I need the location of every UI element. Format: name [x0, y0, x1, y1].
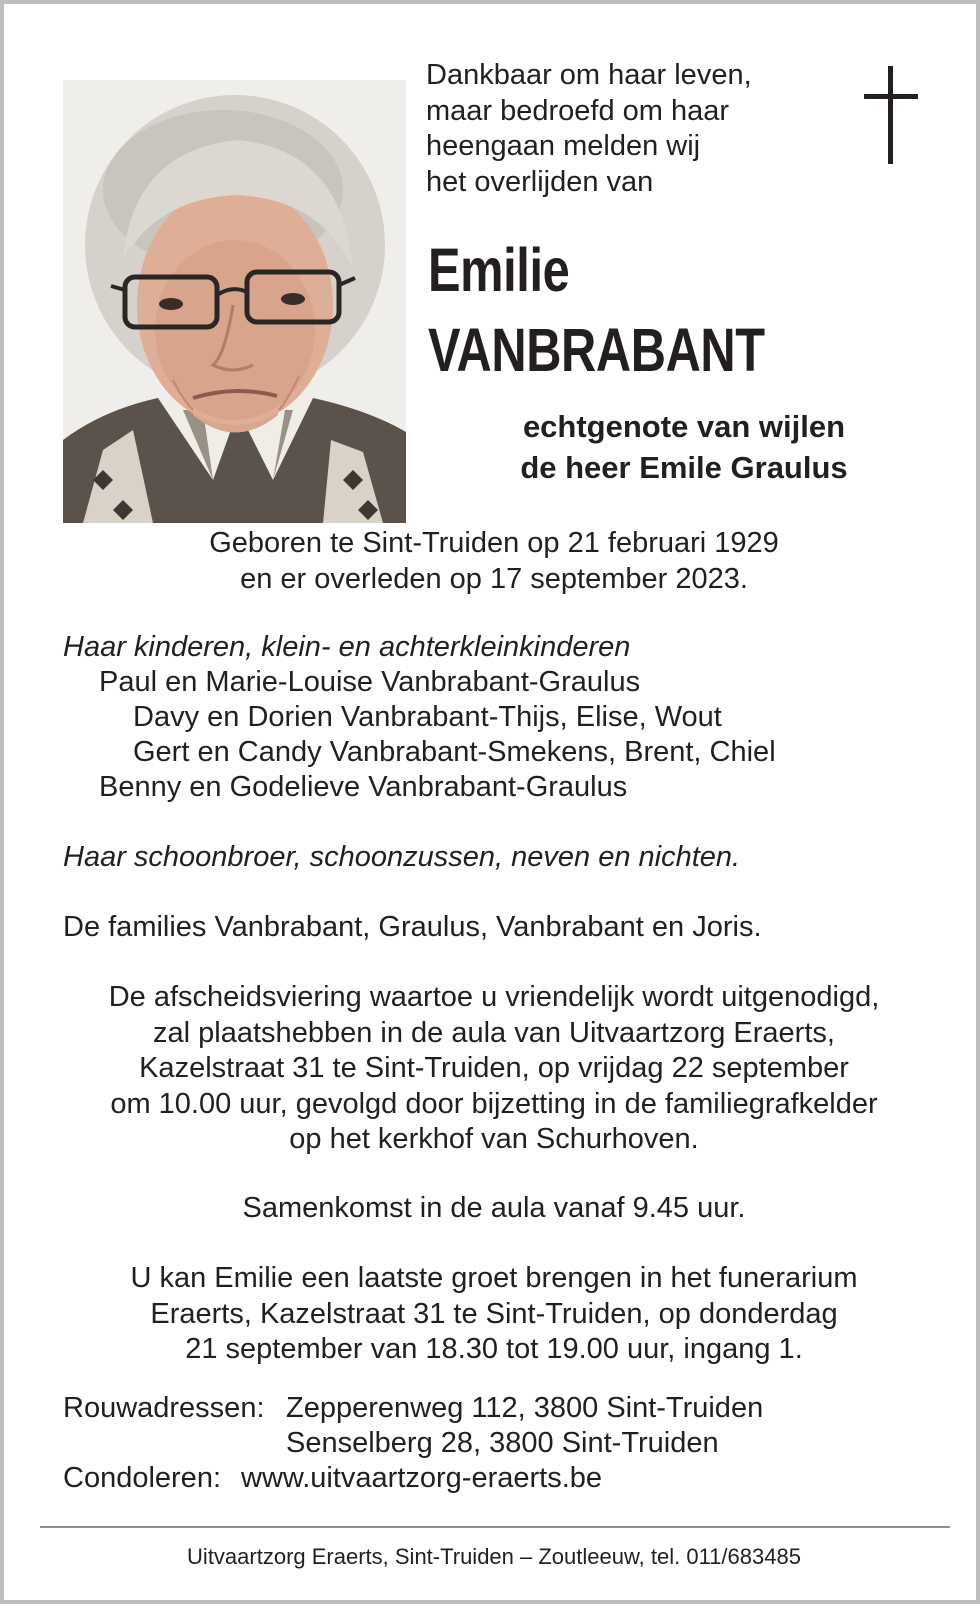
footer-text: Uitvaartzorg Eraerts, Sint-Truiden – Zoutleeuw, tel. 011/683485 — [187, 1544, 801, 1569]
ceremony-line-5: op het kerkhof van Schurhoven. — [289, 1123, 699, 1155]
ceremony-line-4: om 10.00 uur, gevolgd door bijzetting in de familiegrafkelder — [110, 1087, 878, 1120]
intro-line-3: heengaan melden wij — [426, 130, 701, 162]
families-line: De families Vanbrabant, Graulus, Vanbrabant en Joris. — [63, 911, 762, 943]
visitation-line-1: U kan Emilie een laatste groet brengen in het funerarium — [130, 1262, 858, 1294]
deceased-first-name: Emilie — [428, 236, 570, 304]
ceremony-info — [34, 980, 954, 1158]
addresses-label: Rouwadressen: — [63, 1392, 265, 1424]
ceremony-line-2: zal plaatshebben in de aula van Uitvaartzorg Eraerts, — [153, 1016, 835, 1049]
family-member: Benny en Godelieve Vanbrabant-Graulus — [99, 771, 628, 803]
birth-death-info — [4, 526, 980, 597]
visitation-line-3: 21 september van 18.30 tot 19.00 uur, ingang 1. — [185, 1333, 803, 1365]
ceremony-line-1: De afscheidsviering waartoe u vriendelijk wordt uitgenodigd, — [108, 981, 880, 1013]
address-1: Zepperenweg 112, 3800 Sint-Truiden — [286, 1392, 764, 1424]
gathering-line: Samenkomst in de aula vanaf 9.45 uur. — [242, 1192, 746, 1224]
visitation-info — [34, 1261, 954, 1368]
family-member: Gert en Candy Vanbrabant-Smekens, Brent, Chiel — [133, 736, 776, 768]
death-line: en er overleden op 17 september 2023. — [240, 562, 748, 595]
visitation-line-2: Eraerts, Kazelstraat 31 te Sint-Truiden, op donderdag — [150, 1297, 838, 1330]
cross-icon — [862, 66, 922, 164]
in-laws-line: Haar schoonbroer, schoonzussen, neven en nichten. — [63, 841, 741, 873]
footer-divider — [40, 1526, 950, 1528]
condolence-label: Condoleren: — [63, 1462, 221, 1494]
family-member: Davy en Dorien Vanbrabant-Thijs, Elise, Wout — [133, 701, 722, 733]
portrait-illustration — [63, 80, 406, 523]
deceased-name — [428, 230, 765, 390]
spouse-info — [464, 406, 904, 488]
deceased-last-name: VANBRABANT — [428, 316, 765, 384]
family-heading: Haar kinderen, klein- en achterkleinkinderen — [63, 631, 631, 663]
address-2: Senselberg 28, 3800 Sint-Truiden — [286, 1427, 719, 1459]
intro-text — [426, 58, 806, 200]
portrait-photo — [63, 80, 406, 523]
condolence-link[interactable]: www.uitvaartzorg-eraerts.be — [241, 1462, 603, 1494]
spouse-line-1: echtgenote van wijlen — [522, 409, 846, 444]
intro-line-1: Dankbaar om haar leven, — [426, 59, 752, 91]
family-member: Paul en Marie-Louise Vanbrabant-Graulus — [99, 666, 641, 698]
intro-line-4: het overlijden van — [426, 165, 654, 198]
intro-line-2: maar bedroefd om haar — [426, 94, 730, 127]
birth-line: Geboren te Sint-Truiden op 21 februari 1929 — [209, 527, 779, 559]
spouse-line-2: de heer Emile Graulus — [520, 450, 848, 485]
ceremony-line-3: Kazelstraat 31 te Sint-Truiden, op vrijdag 22 september — [139, 1052, 849, 1084]
